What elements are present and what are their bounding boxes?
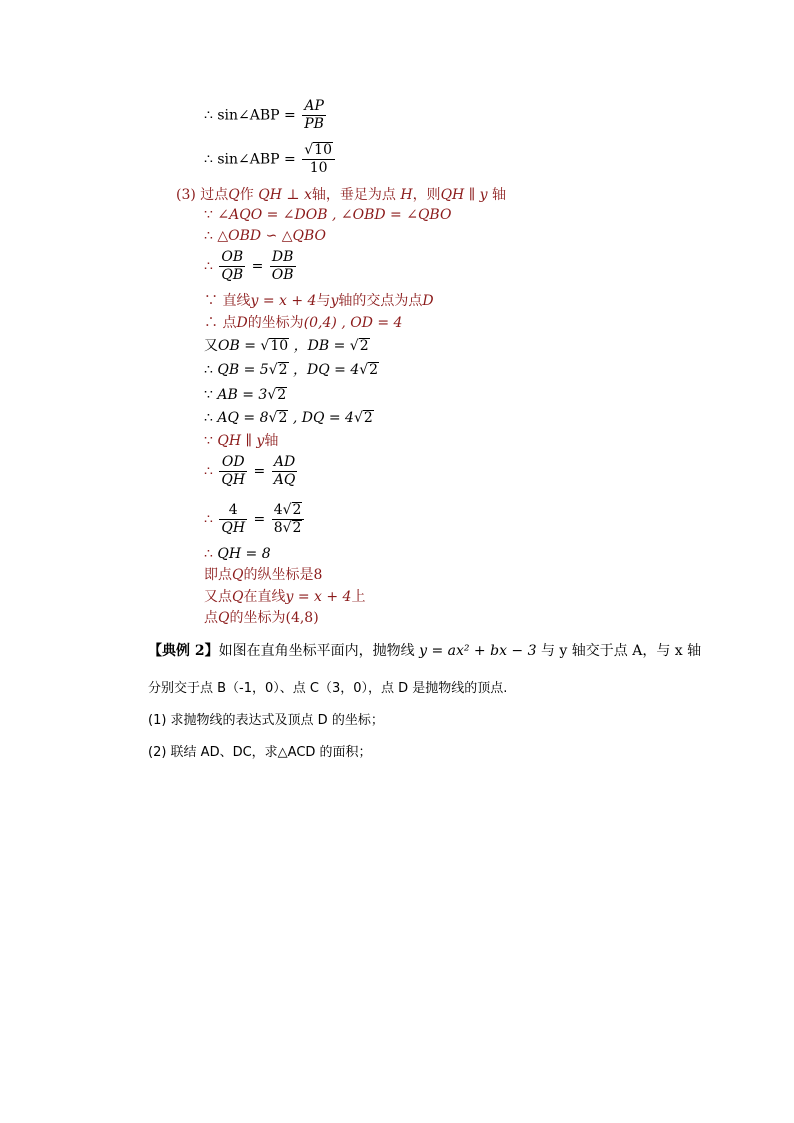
point-d-coord-line: ∴ 点D的坐标为(0,4) , OD = 4 bbox=[204, 315, 403, 331]
denominator: 10 bbox=[309, 160, 328, 176]
fraction-ob-qb: $\frac{OB}{QB}$ bbox=[221, 249, 244, 283]
fraction-ad-aq: $\frac{AD}{AQ}$ bbox=[273, 454, 296, 488]
sin-abp-value-line bbox=[204, 142, 337, 177]
therefore-symbol: ∴ bbox=[204, 463, 213, 480]
fraction-db-ob: $\frac{DB}{OB}$ bbox=[271, 249, 294, 283]
example2-question2: (2) 联结 AD、DC，求△ACD 的面积； bbox=[148, 745, 372, 760]
ratio-4-qh-line: ∴ $\frac{4}{QH}$ = $\frac{4√2}{8√2}$ bbox=[204, 502, 306, 537]
qh-result-line: ∴ QH = 8 bbox=[204, 546, 271, 562]
final-coord-line: 点Q的坐标为(4,8) bbox=[204, 610, 319, 626]
ratio-od-qh-line: ∴ $\frac{OD}{QH}$ = $\frac{AD}{AQ}$ bbox=[204, 454, 296, 488]
therefore-symbol: ∴ bbox=[204, 315, 218, 331]
because-symbol: ∵ bbox=[204, 387, 213, 403]
fraction-4-qh: $\frac{4}{QH}$ bbox=[221, 502, 246, 536]
fraction-4r2-8r2: $\frac{4√2}{8√2}$ bbox=[272, 502, 305, 537]
therefore-symbol: ∴ bbox=[204, 511, 213, 528]
sin-abp-fraction-line bbox=[204, 98, 328, 133]
similar-triangles-line: ∴ △OBD ∽ △QBO bbox=[204, 228, 327, 244]
therefore-symbol: ∴ bbox=[204, 151, 213, 168]
example2-label: 【典例 2】 bbox=[148, 643, 219, 659]
line-intersection-line: ∵ 直线y = x + 4与y轴的交点为点D bbox=[204, 293, 434, 309]
fraction-ap-pb bbox=[302, 98, 326, 133]
ob-db-values-line: 又OB = √10 ，DB = √2 bbox=[204, 338, 369, 354]
ratio-ob-qb-line: ∴ $\frac{OB}{QB}$ = $\frac{DB}{OB}$ bbox=[204, 249, 294, 283]
example2-line1: 【典例 2】如图在直角坐标平面内，抛物线 y = ax² + bx − 3 与 y 轴交于点 A，与 x 轴 bbox=[148, 643, 702, 659]
part-number: (3) bbox=[176, 187, 196, 203]
because-symbol: ∵ bbox=[204, 207, 213, 223]
numerator: AP bbox=[302, 98, 326, 116]
ab-value-line: ∵ AB = 3√2 bbox=[204, 387, 287, 403]
part3-heading: (3) 过点Q作 QH ⊥ x轴，垂足为点 H，则QH ∥ y 轴 bbox=[176, 187, 506, 203]
angles-equal-line: ∵ ∠AQO = ∠DOB , ∠OBD = ∠QBO bbox=[204, 207, 452, 223]
ordinate-line: 即点Q的纵坐标是8 bbox=[204, 567, 323, 583]
therefore-symbol: ∴ bbox=[204, 107, 213, 124]
therefore-symbol: ∴ bbox=[204, 258, 213, 275]
qb-dq-values-line: ∴ QB = 5√2 ，DQ = 4√2 bbox=[204, 362, 379, 378]
therefore-symbol: ∴ bbox=[204, 228, 213, 244]
denominator: PB bbox=[304, 116, 324, 132]
qh-parallel-line: ∵ QH ∥ y轴 bbox=[204, 433, 279, 449]
because-symbol: ∵ bbox=[204, 293, 218, 309]
aq-dq-values-line: ∴ AQ = 8√2 , DQ = 4√2 bbox=[204, 410, 373, 426]
example2-line2: 分别交于点 B（-1，0）、点 C（3，0），点 D 是抛物线的顶点. bbox=[148, 681, 508, 696]
sin-abp-label: sin∠ABP = bbox=[217, 151, 296, 168]
fraction-od-qh: $\frac{OD}{QH}$ bbox=[221, 454, 246, 488]
therefore-symbol: ∴ bbox=[204, 410, 213, 426]
therefore-symbol: ∴ bbox=[204, 546, 213, 562]
on-line-line: 又点Q在直线y = x + 4上 bbox=[204, 589, 366, 605]
because-symbol: ∵ bbox=[204, 433, 213, 449]
numerator: √10 bbox=[302, 142, 335, 160]
fraction-sqrt10-10 bbox=[302, 142, 335, 177]
therefore-symbol: ∴ bbox=[204, 362, 213, 378]
example2-question1: (1) 求抛物线的表达式及顶点 D 的坐标； bbox=[148, 713, 384, 728]
sin-abp-label: sin∠ABP = bbox=[217, 107, 296, 124]
